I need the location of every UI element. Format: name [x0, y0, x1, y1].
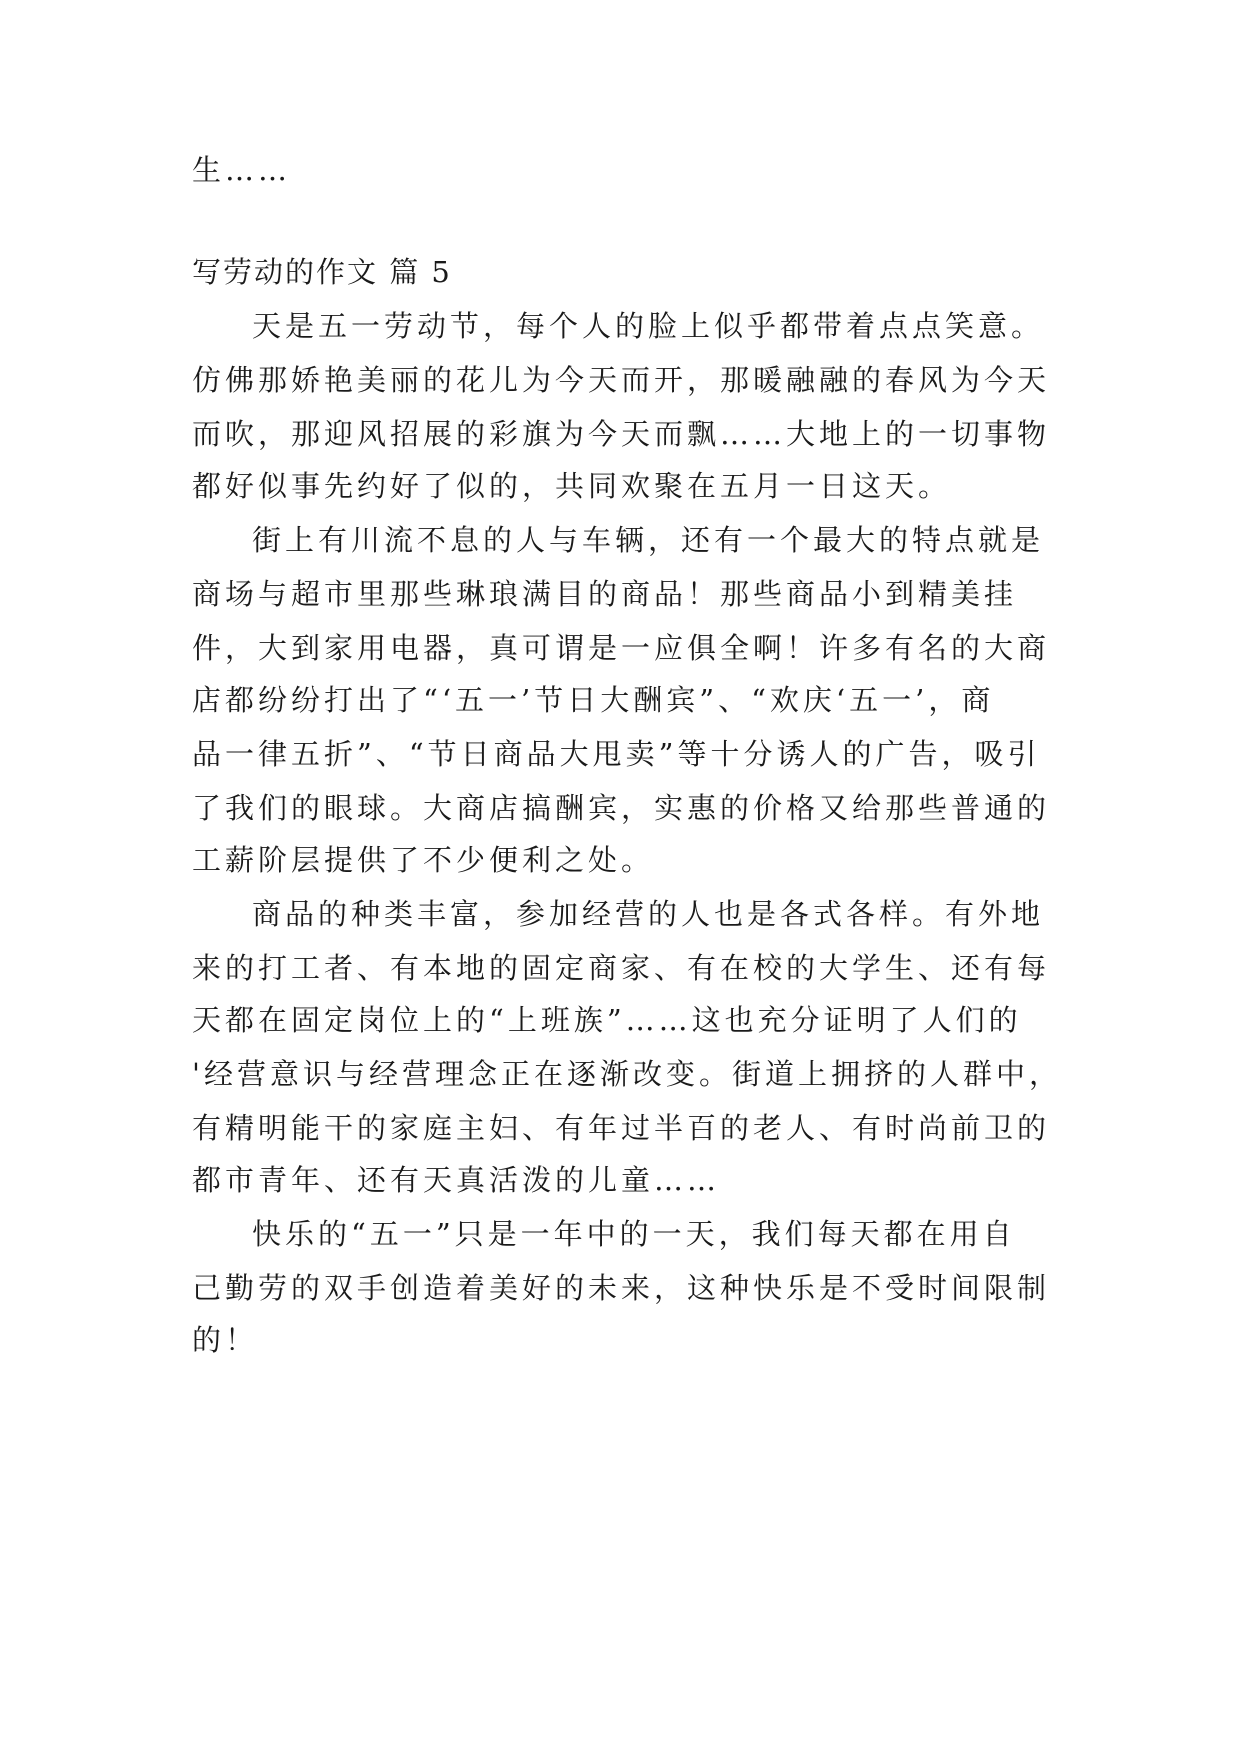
paragraph-line: 天都在固定岗位上的“上班族”……这也充分证明了人们的 [192, 1003, 1022, 1037]
paragraph-line: 的！ [192, 1323, 259, 1357]
paragraph-line: 商场与超市里那些琳琅满目的商品！那些商品小到精美挂 [192, 577, 1018, 611]
paragraph-line: 工薪阶层提供了不少便利之处。 [192, 843, 655, 877]
essay-title: 写劳动的作文 篇 5 [192, 255, 452, 289]
paragraph-line: 了我们的眼球。大商店搞酬宾，实惠的价格又给那些普通的 [192, 791, 1051, 825]
paragraph-line: 来的打工者、有本地的固定商家、有在校的大学生、还有每 [192, 951, 1051, 985]
paragraph-line: 仿佛那娇艳美丽的花儿为今天而开，那暖融融的春风为今天 [192, 363, 1051, 397]
paragraph-line: 有精明能干的家庭主妇、有年过半百的老人、有时尚前卫的 [192, 1111, 1051, 1145]
continued-text: 生…… [192, 153, 292, 187]
paragraph-line: 己勤劳的双手创造着美好的未来，这种快乐是不受时间限制 [192, 1271, 1051, 1305]
paragraph-line: 而吹，那迎风招展的彩旗为今天而飘……大地上的一切事物 [192, 417, 1051, 451]
paragraph-line: 都好似事先约好了似的，共同欢聚在五月一日这天。 [192, 469, 952, 503]
paragraph-line: 店都纷纷打出了“‘五一’节日大酬宾”、“欢庆‘五一’，商 [192, 683, 995, 717]
paragraph-line: 天是五一劳动节，每个人的脸上似乎都带着点点笑意。 [252, 309, 1045, 343]
paragraph-line: 件，大到家用电器，真可谓是一应俱全啊！许多有名的大商 [192, 631, 1051, 665]
paragraph-line: 商品的种类丰富，参加经营的人也是各式各样。有外地 [252, 897, 1045, 931]
paragraph-line: 品一律五折”、“节日商品大甩卖”等十分诱人的广告，吸引 [192, 737, 1041, 771]
paragraph-line: 都市青年、还有天真活泼的儿童…… [192, 1163, 721, 1197]
paragraph-line: 街上有川流不息的人与车辆，还有一个最大的特点就是 [252, 523, 1045, 557]
paragraph-line: '经营意识与经营理念正在逐渐改变。街道上拥挤的人群中， [192, 1057, 1062, 1091]
paragraph-line: 快乐的“五一”只是一年中的一天，我们每天都在用自 [252, 1217, 1016, 1251]
